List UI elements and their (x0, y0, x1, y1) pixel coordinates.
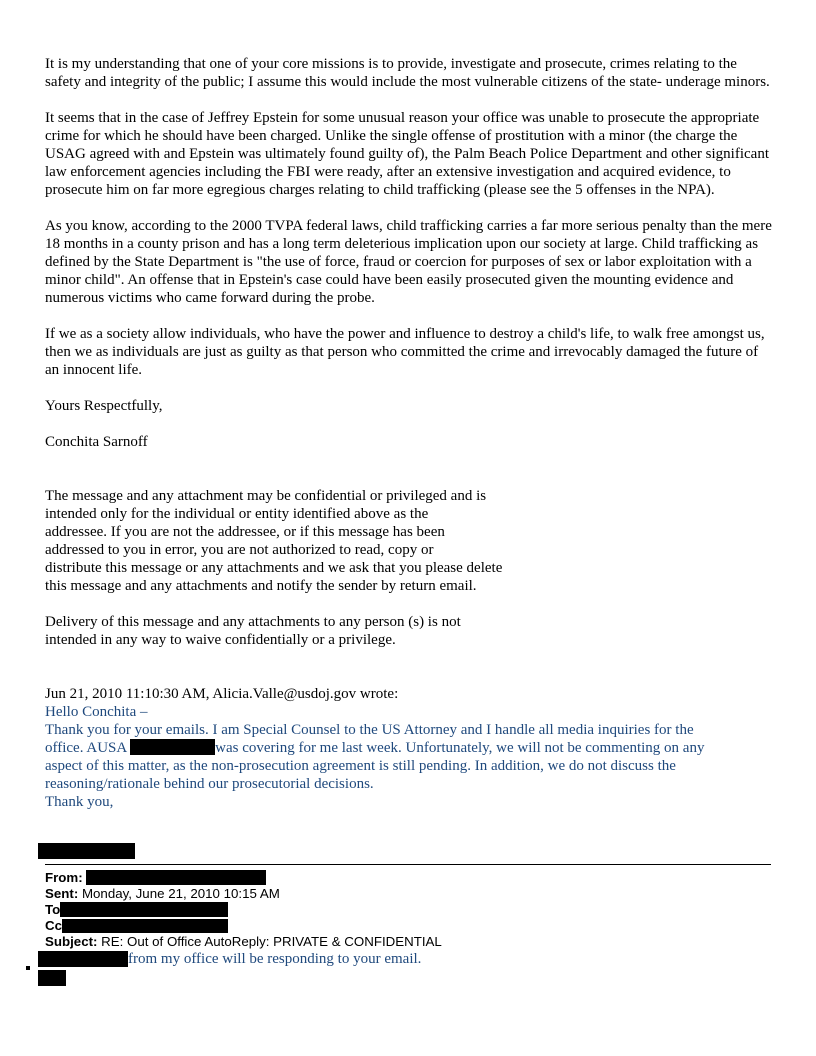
subject-row (45, 934, 775, 950)
to-label: To (45, 902, 61, 917)
redaction-box (62, 919, 228, 933)
body-paragraph-4: If we as a society allow individuals, who have the power and influence to destroy a child's life, to walk free amongst us, then we as individuals are just as guilty as that person who committed the crime and irrevocably damaged the future of an innocent life. (45, 326, 765, 378)
body-paragraph-3: As you know, according to the 2000 TVPA federal laws, child trafficking carries a far more serious penalty than the mere 18 months in a county prison and has a long term deleterious implication upon our society at large. Child trafficking as defined by the State Department is "the use of force, fraud or coercion for purposes of sex or labor exploitation with a minor child". An offense that in Epstein's case could have been easily prosecuted given the mounting evidence and numerous victims who came forward during the probe. (45, 218, 772, 306)
cc-row (45, 918, 775, 934)
body-paragraph-2: It seems that in the case of Jeffrey Epstein for some unusual reason your office was unable to prosecute the appropriate crime for which he should have been charged. Unlike the single offense of prostitution with a minor (the charge the USAG agreed with and Epstein was ultimately found guilty of), the Palm Beach Police Department and other significant law enforcement agencies including the FBI were ready, after an extensive investigation and acquired evidence, to prosecute him on far more egregious charges relating to child trafficking (please see the 5 offenses in the NPA). (45, 110, 769, 198)
bullet-mark (26, 966, 30, 970)
sent-label: Sent: (45, 886, 79, 901)
from-row (45, 870, 775, 886)
cc-label: Cc (45, 918, 62, 933)
disclaimer-line: intended only for the individual or entity identified above as the (45, 506, 429, 522)
reply-line: Thank you for your emails. I am Special Counsel to the US Attorney and I handle all media inquiries for the (45, 722, 694, 738)
disclaimer-line: The message and any attachment may be confidential or privileged and is (45, 488, 487, 504)
to-row (45, 902, 775, 918)
redaction-box (38, 951, 128, 967)
disclaimer-line: addressee. If you are not the addressee, or if this message has been (45, 524, 445, 540)
body-paragraph-1: It is my understanding that one of your core missions is to provide, investigate and prosecute, crimes relating to the safety and integrity of the public; I assume this would include the most vulnerable citizens of the state- underage minors. (45, 56, 770, 90)
disclaimer-line: this message and any attachments and notify the sender by return email. (45, 578, 477, 594)
reply-line-end: was covering for me last week. Unfortunately, we will not be commenting on any (215, 740, 705, 756)
sent-row (45, 886, 775, 902)
redaction-box (86, 870, 266, 885)
disclaimer (45, 487, 775, 595)
disclaimer-line: distribute this message or any attachments and we ask that you please delete (45, 560, 503, 576)
subject-label: Subject: (45, 934, 98, 949)
reply-line: reasoning/rationale behind our prosecutorial decisions. (45, 776, 374, 792)
subject-value: RE: Out of Office AutoReply: PRIVATE & CONFIDENTIAL (101, 934, 442, 949)
letter-body (45, 55, 775, 811)
delivery-line: intended in any way to waive confidentially or a privilege. (45, 632, 396, 648)
redaction-box (60, 902, 228, 917)
redaction-box (38, 970, 66, 986)
reply-thanks: Thank you, (45, 794, 114, 810)
disclaimer-line: addressed to you in error, you are not authorized to read, copy or (45, 542, 434, 558)
reply-greeting: Hello Conchita – (45, 704, 148, 720)
reply-line: aspect of this matter, as the non-prosecution agreement is still pending. In addition, we do not discuss the (45, 758, 676, 774)
quoted-reply (45, 703, 775, 811)
delivery-line: Delivery of this message and any attachments to any person (s) is not (45, 614, 461, 630)
delivery-notice (45, 613, 775, 649)
reply-wrote-line: Jun 21, 2010 11:10:30 AM, Alicia.Valle@usdoj.gov wrote: (45, 686, 399, 702)
email-header (45, 870, 775, 950)
redaction-box (130, 739, 215, 755)
auto-reply-line: from my office will be responding to your email. (128, 951, 422, 967)
closing: Yours Respectfully, (45, 398, 163, 414)
reply-line-start: office. AUSA (45, 740, 131, 756)
header-divider (45, 864, 771, 865)
redaction-box (38, 843, 135, 859)
from-label: From: (45, 870, 83, 885)
sent-value: Monday, June 21, 2010 10:15 AM (81, 886, 280, 901)
reply-line (45, 739, 775, 757)
signature: Conchita Sarnoff (45, 434, 148, 450)
